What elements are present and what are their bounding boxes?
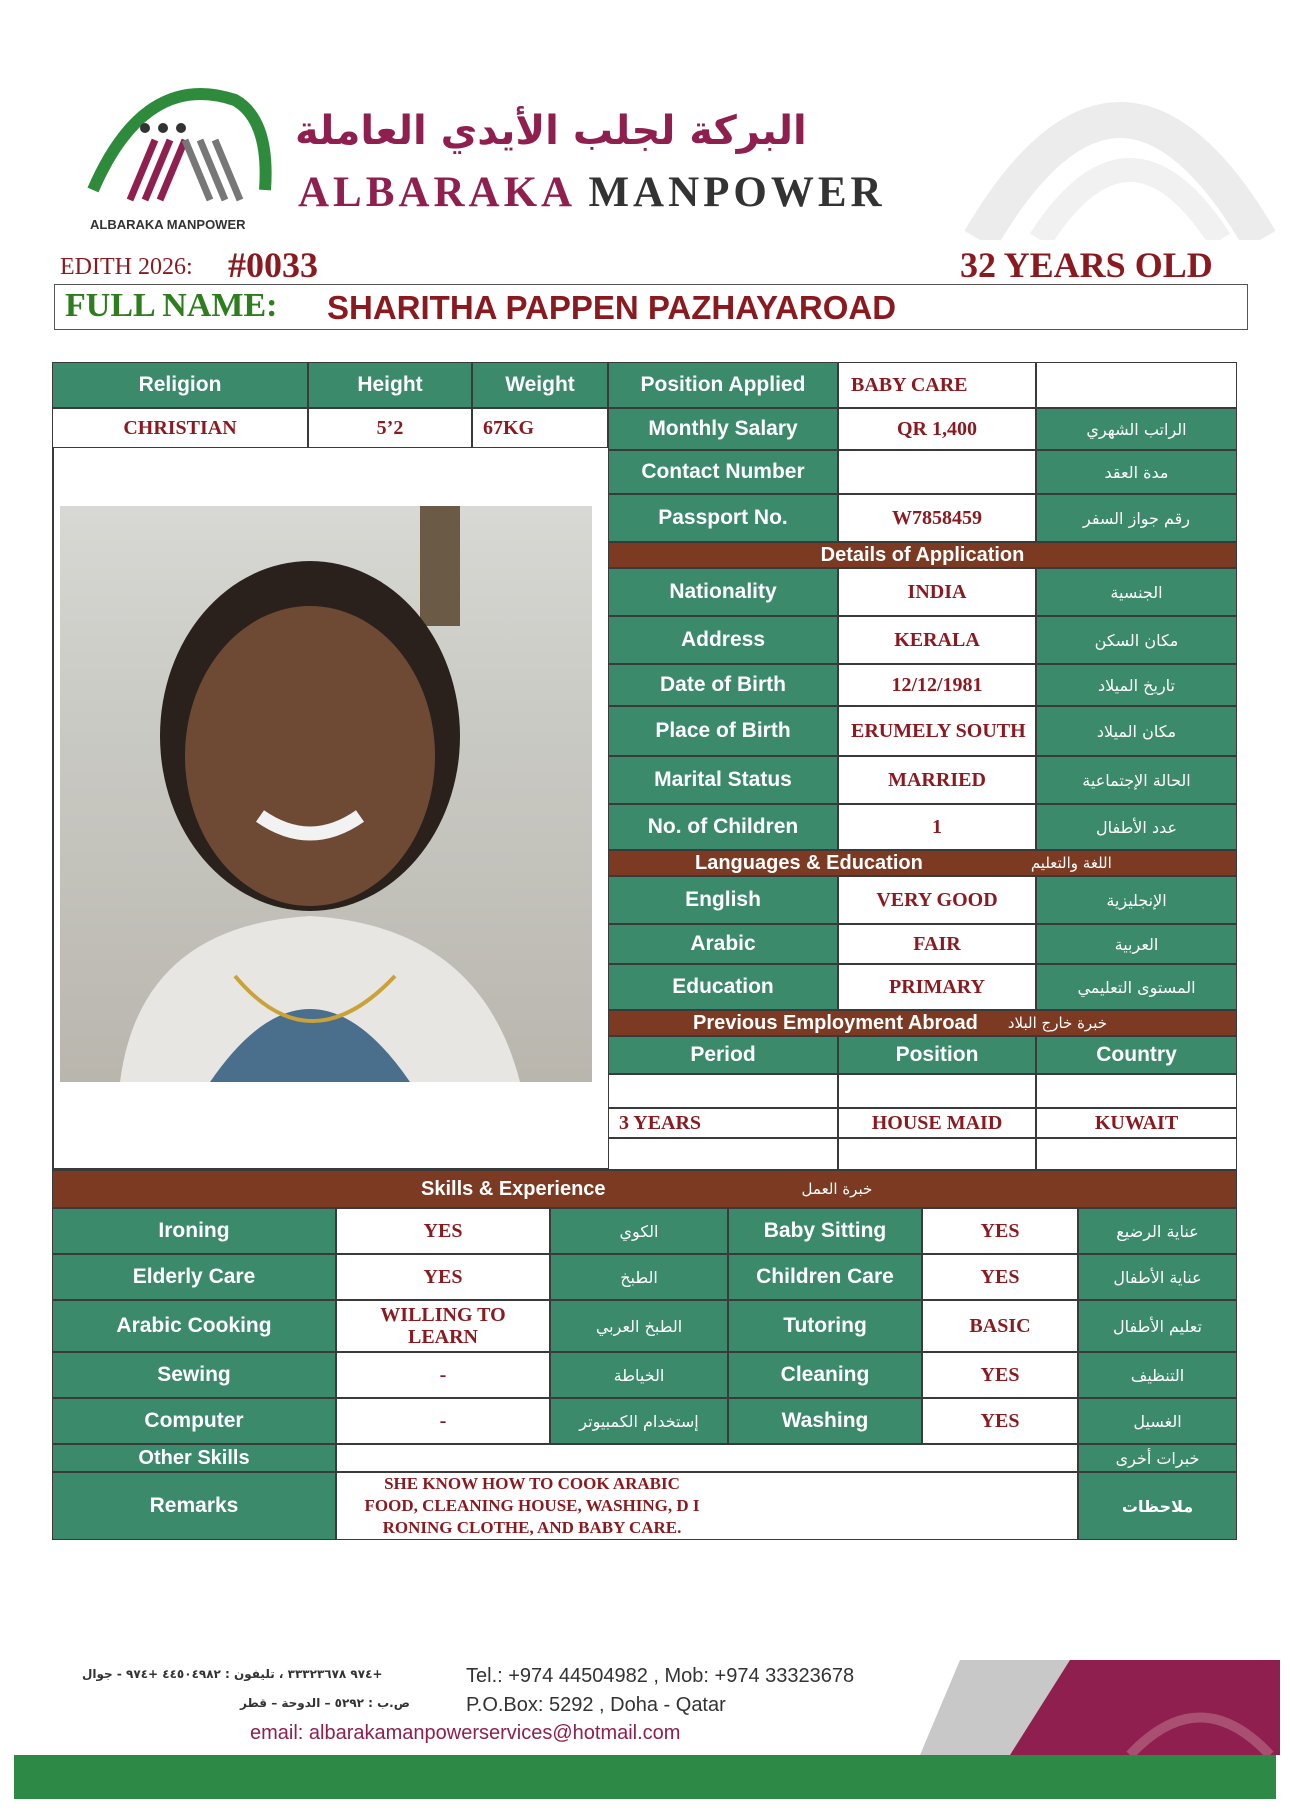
skill-label: Elderly Care — [52, 1254, 336, 1300]
marital-value: MARRIED — [838, 756, 1036, 804]
skill-value: YES — [922, 1208, 1078, 1254]
pob-label: Place of Birth — [608, 706, 838, 756]
employment-position-value: HOUSE MAID — [838, 1108, 1036, 1138]
footer-pobox: P.O.Box: 5292 , Doha - Qatar — [466, 1694, 726, 1716]
company-name-arabic: البركة لجلب الأيدي العاملة — [295, 108, 807, 154]
employment-title-arabic: خبرة خارج البلاد — [1007, 1014, 1108, 1032]
skill-arabic: تعليم الأطفال — [1078, 1300, 1237, 1352]
address-label: Address — [608, 616, 838, 664]
skill-arabic: التنظيف — [1078, 1352, 1237, 1398]
logo-arch-icon — [85, 80, 275, 220]
company-name-english: ALBARAKA MANPOWER — [298, 169, 886, 216]
skill-value: YES — [922, 1254, 1078, 1300]
skill-label: Sewing — [52, 1352, 336, 1398]
other-skills-value — [336, 1444, 1078, 1472]
footer-phone: Tel.: +974 44504982 , Mob: +974 33323678 — [466, 1665, 855, 1687]
nationality-value: INDIA — [838, 568, 1036, 616]
period-header: Period — [608, 1036, 838, 1074]
skill-arabic: عناية الرضيع — [1078, 1208, 1237, 1254]
skill-label: Tutoring — [728, 1300, 922, 1352]
passport-label: Passport No. — [608, 494, 838, 542]
skills-title-arabic: خبرة العمل — [801, 1180, 873, 1198]
education-arabic: المستوى التعليمي — [1036, 964, 1237, 1010]
footer-pobox-arabic: ص.ب : ٥٢٩٢ – الدوحة – قطر — [240, 1696, 410, 1710]
position-value: BABY CARE — [838, 362, 1036, 408]
arabic-arabic: العربية — [1036, 924, 1237, 964]
employment-period-value: 3 YEARS — [608, 1108, 838, 1138]
height-header: Height — [308, 362, 472, 408]
reference-number: #0033 — [228, 245, 318, 285]
fullname-box — [54, 284, 1248, 330]
nationality-arabic: الجنسية — [1036, 568, 1237, 616]
salary-value: QR 1,400 — [838, 408, 1036, 450]
skill-value: - — [336, 1398, 550, 1444]
height-value: 5’2 — [308, 408, 472, 448]
contact-arabic: مدة العقد — [1036, 450, 1237, 494]
skill-label: Children Care — [728, 1254, 922, 1300]
skill-arabic: الطبخ — [550, 1254, 728, 1300]
arabic-value: FAIR — [838, 924, 1036, 964]
details-section-header: Details of Application — [608, 542, 1237, 568]
age-label: 32 YEARS OLD — [960, 245, 1213, 285]
dob-label: Date of Birth — [608, 664, 838, 706]
footer-decoration — [920, 1660, 1280, 1755]
skill-arabic: الخياطة — [550, 1352, 728, 1398]
other-skills-arabic: خبرات أخرى — [1078, 1444, 1237, 1472]
fullname-label: FULL NAME: — [65, 287, 278, 324]
pob-arabic: مكان الميلاد — [1036, 706, 1237, 756]
skill-value: YES — [336, 1208, 550, 1254]
marital-arabic: الحالة الإجتماعية — [1036, 756, 1237, 804]
children-value: 1 — [838, 804, 1036, 850]
other-skills-label: Other Skills — [52, 1444, 336, 1472]
languages-section-header — [608, 850, 1237, 876]
employment-section-header — [608, 1010, 1237, 1036]
employment-cell — [608, 1074, 838, 1108]
languages-title-arabic: اللغة والتعليم — [1030, 854, 1112, 872]
employment-cell — [838, 1074, 1036, 1108]
employment-cell — [1036, 1138, 1237, 1170]
english-arabic: الإنجليزية — [1036, 876, 1237, 924]
country-header: Country — [1036, 1036, 1237, 1074]
marital-label: Marital Status — [608, 756, 838, 804]
employment-title: Previous Employment Abroad — [693, 1011, 978, 1034]
skill-label: Washing — [728, 1398, 922, 1444]
employment-cell — [1036, 1074, 1237, 1108]
skill-label: Computer — [52, 1398, 336, 1444]
footer-email: email: albarakamanpowerservices@hotmail.com — [250, 1722, 681, 1744]
position-empty — [1036, 362, 1237, 408]
employment-cell — [608, 1138, 838, 1170]
skill-arabic: عناية الأطفال — [1078, 1254, 1237, 1300]
skill-label: Arabic Cooking — [52, 1300, 336, 1352]
candidate-photo — [60, 506, 592, 1082]
skill-arabic: الغسيل — [1078, 1398, 1237, 1444]
skill-value: YES — [922, 1352, 1078, 1398]
skill-label: Ironing — [52, 1208, 336, 1254]
contact-value — [838, 450, 1036, 494]
skill-value: YES — [336, 1254, 550, 1300]
skills-section-header — [52, 1170, 1237, 1208]
contact-label: Contact Number — [608, 450, 838, 494]
skill-label: Cleaning — [728, 1352, 922, 1398]
remarks-label: Remarks — [52, 1472, 336, 1540]
religion-header: Religion — [52, 362, 308, 408]
weight-header: Weight — [472, 362, 608, 408]
background-arch-decoration — [960, 40, 1280, 240]
person-photo-icon — [60, 506, 592, 1082]
weight-value: 67KG — [472, 408, 608, 448]
footer-green-band — [14, 1755, 1276, 1799]
languages-title: Languages & Education — [695, 851, 923, 874]
employment-country-value: KUWAIT — [1036, 1108, 1237, 1138]
fullname-value: SHARITHA PAPPEN PAZHAYAROAD — [327, 289, 897, 326]
religion-value: CHRISTIAN — [52, 408, 308, 448]
company-logo — [85, 80, 275, 235]
education-value: PRIMARY — [838, 964, 1036, 1010]
dob-value: 12/12/1981 — [838, 664, 1036, 706]
skill-arabic: إستخدام الكمبيوتر — [550, 1398, 728, 1444]
logo-caption: ALBARAKA MANPOWER — [90, 217, 246, 232]
skill-value: - — [336, 1352, 550, 1398]
skill-arabic: الكوي — [550, 1208, 728, 1254]
address-arabic: مكان السكن — [1036, 616, 1237, 664]
skill-arabic: الطبخ العربي — [550, 1300, 728, 1352]
dob-arabic: تاريخ الميلاد — [1036, 664, 1237, 706]
children-label: No. of Children — [608, 804, 838, 850]
nationality-label: Nationality — [608, 568, 838, 616]
position-header: Position — [838, 1036, 1036, 1074]
skill-value: WILLING TO LEARN — [336, 1300, 550, 1352]
arabic-label: Arabic — [608, 924, 838, 964]
footer-phone-arabic: +٩٧٤ ٣٣٣٢٣٦٧٨ ، تليفون : ٤٤٥٠٤٩٨٢ +٩٧٤ - جوال — [82, 1667, 383, 1681]
remarks-value: SHE KNOW HOW TO COOK ARABIC FOOD, CLEANING HOUSE, WASHING, D I RONING CLOTHE, AND BABY CARE. — [336, 1472, 1078, 1540]
employment-cell — [838, 1138, 1036, 1170]
skills-title: Skills & Experience — [421, 1177, 606, 1200]
english-label: English — [608, 876, 838, 924]
passport-value: W7858459 — [838, 494, 1036, 542]
skill-label: Baby Sitting — [728, 1208, 922, 1254]
address-value: KERALA — [838, 616, 1036, 664]
salary-arabic: الراتب الشهري — [1036, 408, 1237, 450]
position-label: Position Applied — [608, 362, 838, 408]
children-arabic: عدد الأطفال — [1036, 804, 1237, 850]
pob-value: ERUMELY SOUTH — [838, 706, 1036, 756]
salary-label: Monthly Salary — [608, 408, 838, 450]
english-value: VERY GOOD — [838, 876, 1036, 924]
passport-arabic: رقم جواز السفر — [1036, 494, 1237, 542]
skill-value: BASIC — [922, 1300, 1078, 1352]
skill-value: YES — [922, 1398, 1078, 1444]
education-label: Education — [608, 964, 838, 1010]
remarks-arabic: ملاحظات — [1078, 1472, 1237, 1540]
edition-label: EDITH 2026: — [60, 254, 193, 280]
